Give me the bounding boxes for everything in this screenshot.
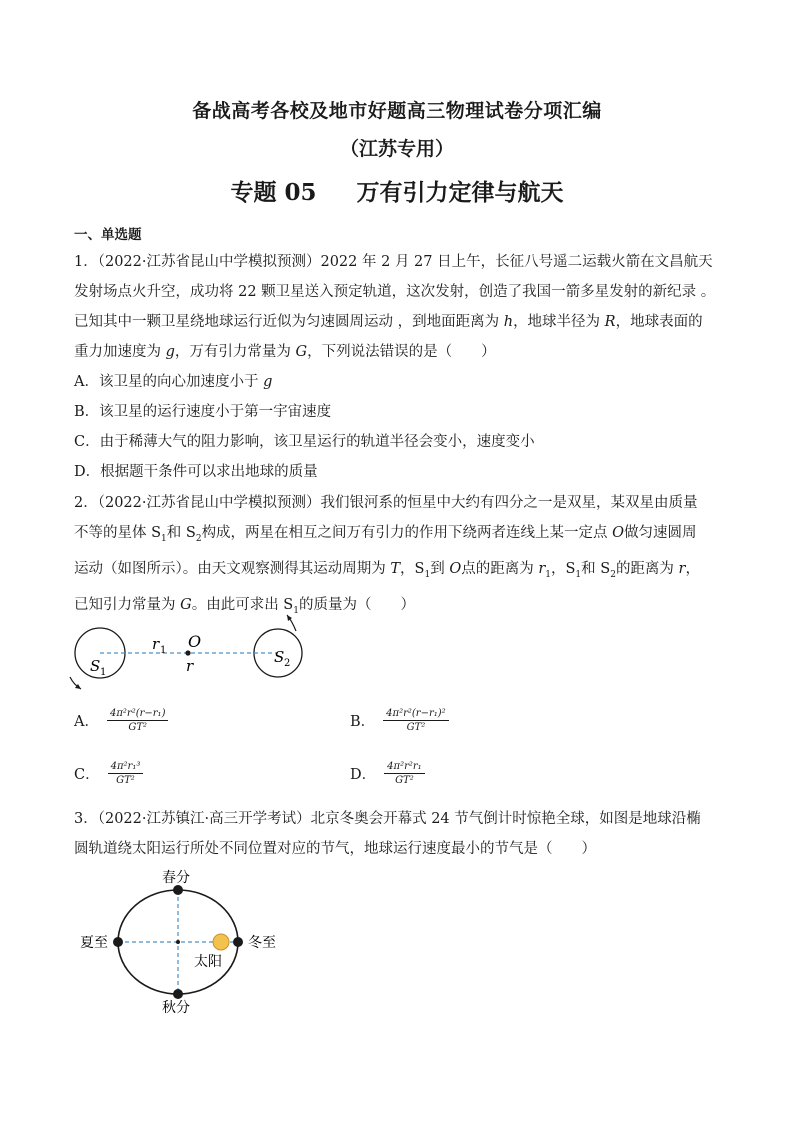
label-spring: 春分 <box>162 870 190 886</box>
q1-option-b[interactable]: B．该卫星的运行速度小于第一宇宙速度 <box>74 404 332 420</box>
earth-summer-point <box>113 937 123 947</box>
q2-line-3: 运动（如图所示）。由天文观察测得其运动周期为 T，$S_1$到 O点的距离为 $r_1$，$S_1$和 $S_2$的距离为 r， <box>74 560 700 580</box>
label-summer: 夏至 <box>80 935 108 951</box>
doc-title-topic <box>0 174 794 207</box>
label-s2: S <box>274 648 285 666</box>
q2-line-1: 2．（2022·江苏省昆山中学模拟预测）我们银河系的恒星中大约有四分之一是双星，某双星由质量 <box>74 495 698 511</box>
orbit-center-point <box>176 940 180 944</box>
earth-autumn-point <box>173 989 183 999</box>
label-autumn: 秋分 <box>162 1000 190 1016</box>
sun-icon <box>213 934 229 950</box>
q2-option-c[interactable]: C． $\frac{\text{4π²r₁³}}{\text{GT²}}$ <box>74 761 143 786</box>
topic-name: 万有引力定律与航天 <box>356 179 564 206</box>
label-o: O <box>188 632 202 651</box>
q1-line-3: 已知其中一颗卫星绕地球运行近似为匀速圆周运动 ，到地面距离为 h，地球半径为 R，地球表面的 <box>74 314 703 330</box>
section-heading: 一、单选题 <box>74 227 142 243</box>
label-r: r <box>186 657 194 675</box>
q3-line-2: 圆轨道绕太阳运行所处不同位置对应的节气，地球运行速度最小的节气是（ ） <box>74 841 596 857</box>
label-winter: 冬至 <box>248 935 276 951</box>
center-point-o <box>185 650 190 655</box>
topic-number: 专题 05 <box>230 179 317 206</box>
q1-line-2: 发射场点火升空，成功将 22 颗卫星送入预定轨道，这次发射，创造了我国一箭多星发射的新纪录 。 <box>74 284 716 300</box>
q2-option-d[interactable]: D． $\frac{\text{4π²r²r₁}}{\text{GT²}}$ <box>350 761 425 786</box>
question-1 <box>74 247 730 367</box>
q1-option-d[interactable]: D．根据题干条件可以求出地球的质量 <box>74 464 318 480</box>
label-r1: r <box>152 635 160 653</box>
binary-star-diagram <box>64 605 324 695</box>
doc-title-region: （江苏专用） <box>339 138 454 160</box>
q1-line-1: 1．（2022·江苏省昆山中学模拟预测）2022 年 2 月 27 日上午，长征八号遥二运载火箭在文昌航天 <box>74 254 713 270</box>
earth-spring-point <box>173 885 183 895</box>
label-sun: 太阳 <box>194 954 222 970</box>
q2-option-b[interactable]: B． $\frac{\text{4π²r²(r−r₁)²}}{\text{GT²}}$ <box>350 708 449 733</box>
doc-title-main: 备战高考各校及地市好题高三物理试卷分项汇编 <box>192 100 602 122</box>
label-s1: S <box>90 657 101 675</box>
label-s2-sub: 2 <box>284 658 291 669</box>
earth-winter-point <box>233 937 243 947</box>
q2-option-a[interactable]: A． $\frac{\text{4π²r²(r−r₁)}}{\text{GT²}}$ <box>74 708 168 733</box>
q3-line-1: 3．（2022·江苏镇江·高三开学考试）北京冬奥会开幕式 24 节气倒计时惊艳全球，如图是地球沿椭 <box>74 811 701 827</box>
earth-orbit-diagram <box>70 862 300 1022</box>
q1-option-a[interactable]: A．该卫星的向心加速度小于 g <box>74 374 273 390</box>
label-r1-sub: 1 <box>160 645 167 656</box>
question-3 <box>74 804 730 864</box>
q2-line-2: 不等的星体 $S_1$和 $S_2$构成，两星在相互之间万有引力的作用下绕两者连线上某一定点 O做匀速圆周 <box>74 525 697 544</box>
q1-option-c[interactable]: C．由于稀薄大气的阻力影响，该卫星运行的轨道半径会变小，速度变小 <box>74 434 535 450</box>
label-s1-sub: 1 <box>100 667 107 678</box>
q1-line-4: 重力加速度为 g，万有引力常量为 G，下列说法错误的是（ ） <box>74 344 496 360</box>
q2-line-4: 已知引力常量为 G。由此可求出 $S_1$的质量为（ ） <box>74 596 415 616</box>
